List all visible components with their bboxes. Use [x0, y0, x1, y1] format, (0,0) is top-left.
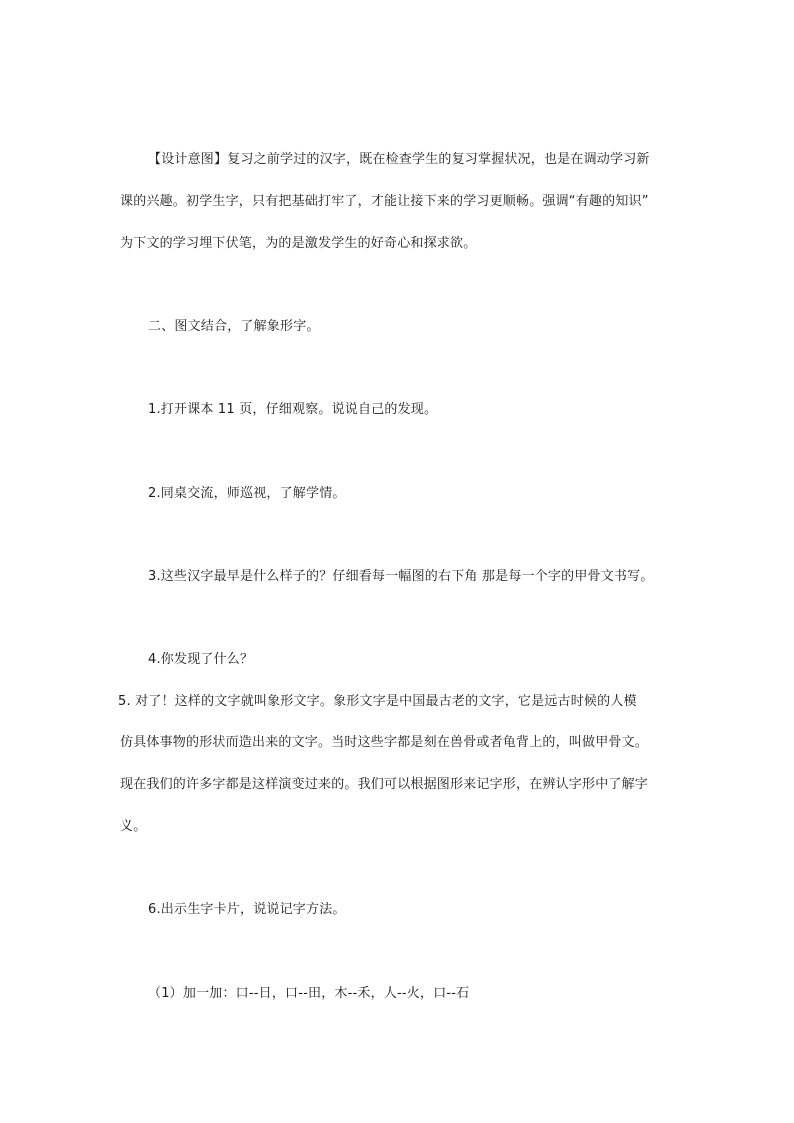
step-5-line-4: 义。: [120, 819, 147, 834]
sub-item-1: （1）加一加：口--日，口--田，木--禾，人--火，口--石: [148, 986, 470, 1001]
step-6: 6.出示生字卡片，说说记字方法。: [148, 902, 346, 917]
step-1: 1.打开课本 11 页，仔细观察。说说自己的发现。: [148, 402, 438, 417]
step-4: 4.你发现了什么？: [148, 652, 254, 667]
design-intent-line-3: 为下文的学习埋下伏笔，为的是激发学生的好奇心和探求欲。: [120, 236, 477, 251]
step-5-line-3: 现在我们的许多字都是这样演变过来的。我们可以根据图形来记字形，在辨认字形中了解字: [120, 777, 649, 792]
design-intent-line-1: 【设计意图】复习之前学过的汉字，既在检查学生的复习掌握状况，也是在调动学习新: [148, 152, 650, 167]
section-two-heading: 二、图文结合，了解象形字。: [148, 319, 320, 334]
design-intent-line-2: 课的兴趣。初学生字，只有把基础打牢了，才能让接下来的学习更顺畅。强调“有趣的知识”: [120, 194, 649, 209]
step-5-line-1: 5. 对了！这样的文字就叫象形文字。象形文字是中国最古老的文字，它是远古时候的人模: [118, 694, 637, 709]
step-3: 3.这些汉字最早是什么样子的？仔细看每一幅图的右下角 那是每一个字的甲骨文书写。: [148, 569, 654, 584]
step-2: 2.同桌交流，师巡视，了解学情。: [148, 486, 346, 501]
step-5-line-2: 仿具体事物的形状而造出来的文字。当时这些字都是刻在兽骨或者龟背上的，叫做甲骨文。: [120, 735, 649, 750]
